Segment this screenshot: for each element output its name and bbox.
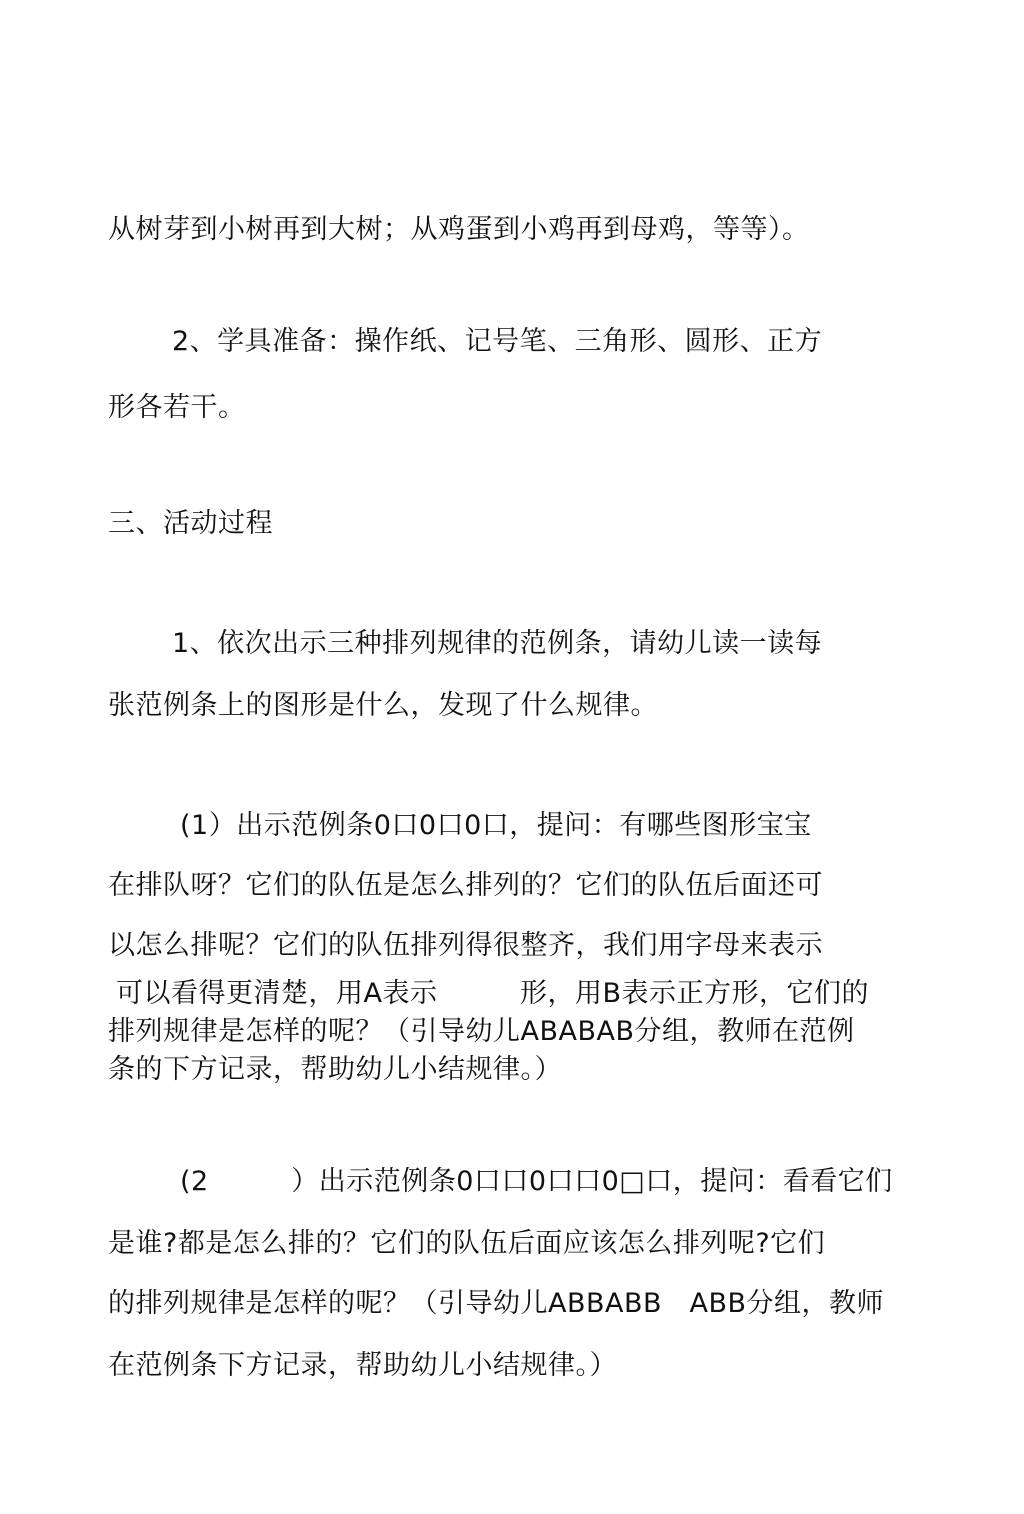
text-line-11: 排列规律是怎样的呢？（引导幼儿ABABAB分组，教师在范例 xyxy=(108,1016,855,1047)
text-line-16: 在范例条下方记录，帮助幼儿小结规律。） xyxy=(108,1350,617,1381)
text-line-15: 的排列规律是怎样的呢？（引导幼儿ABBABB ABB分组，教师 xyxy=(108,1288,885,1319)
text-line-3: 形各若干。 xyxy=(108,392,246,423)
text-line-1: 从树芽到小树再到大树；从鸡蛋到小鸡再到母鸡，等等）。 xyxy=(108,214,810,245)
text-line-13: (2 ）出示范例条0口口0口口0□口，提问：看看它们 xyxy=(180,1166,893,1197)
text-line-2: 2、学具准备：操作纸、记号笔、三角形、圆形、正方 xyxy=(172,326,823,357)
text-line-12: 条的下方记录，帮助幼儿小结规律。） xyxy=(108,1054,562,1085)
text-line-7: (1）出示范例条0口0口0口，提问：有哪些图形宝宝 xyxy=(180,810,812,841)
section-heading: 三、活动过程 xyxy=(108,508,273,539)
text-line-8: 在排队呀？它们的队伍是怎么排列的？它们的队伍后面还可 xyxy=(108,870,823,901)
text-line-9: 以怎么排呢？它们的队伍排列得很整齐，我们用字母来表示 xyxy=(108,930,823,961)
text-line-6: 张范例条上的图形是什么，发现了什么规律。 xyxy=(108,690,658,721)
text-line-14: 是谁?都是怎么排的？它们的队伍后面应该怎么排列呢?它们 xyxy=(108,1228,826,1259)
text-line-5: 1、依次出示三种排列规律的范例条，请幼儿读一读每 xyxy=(172,628,823,659)
text-line-10: 可以看得更清楚，用A表示 形，用B表示正方形，它们的 xyxy=(116,978,869,1009)
